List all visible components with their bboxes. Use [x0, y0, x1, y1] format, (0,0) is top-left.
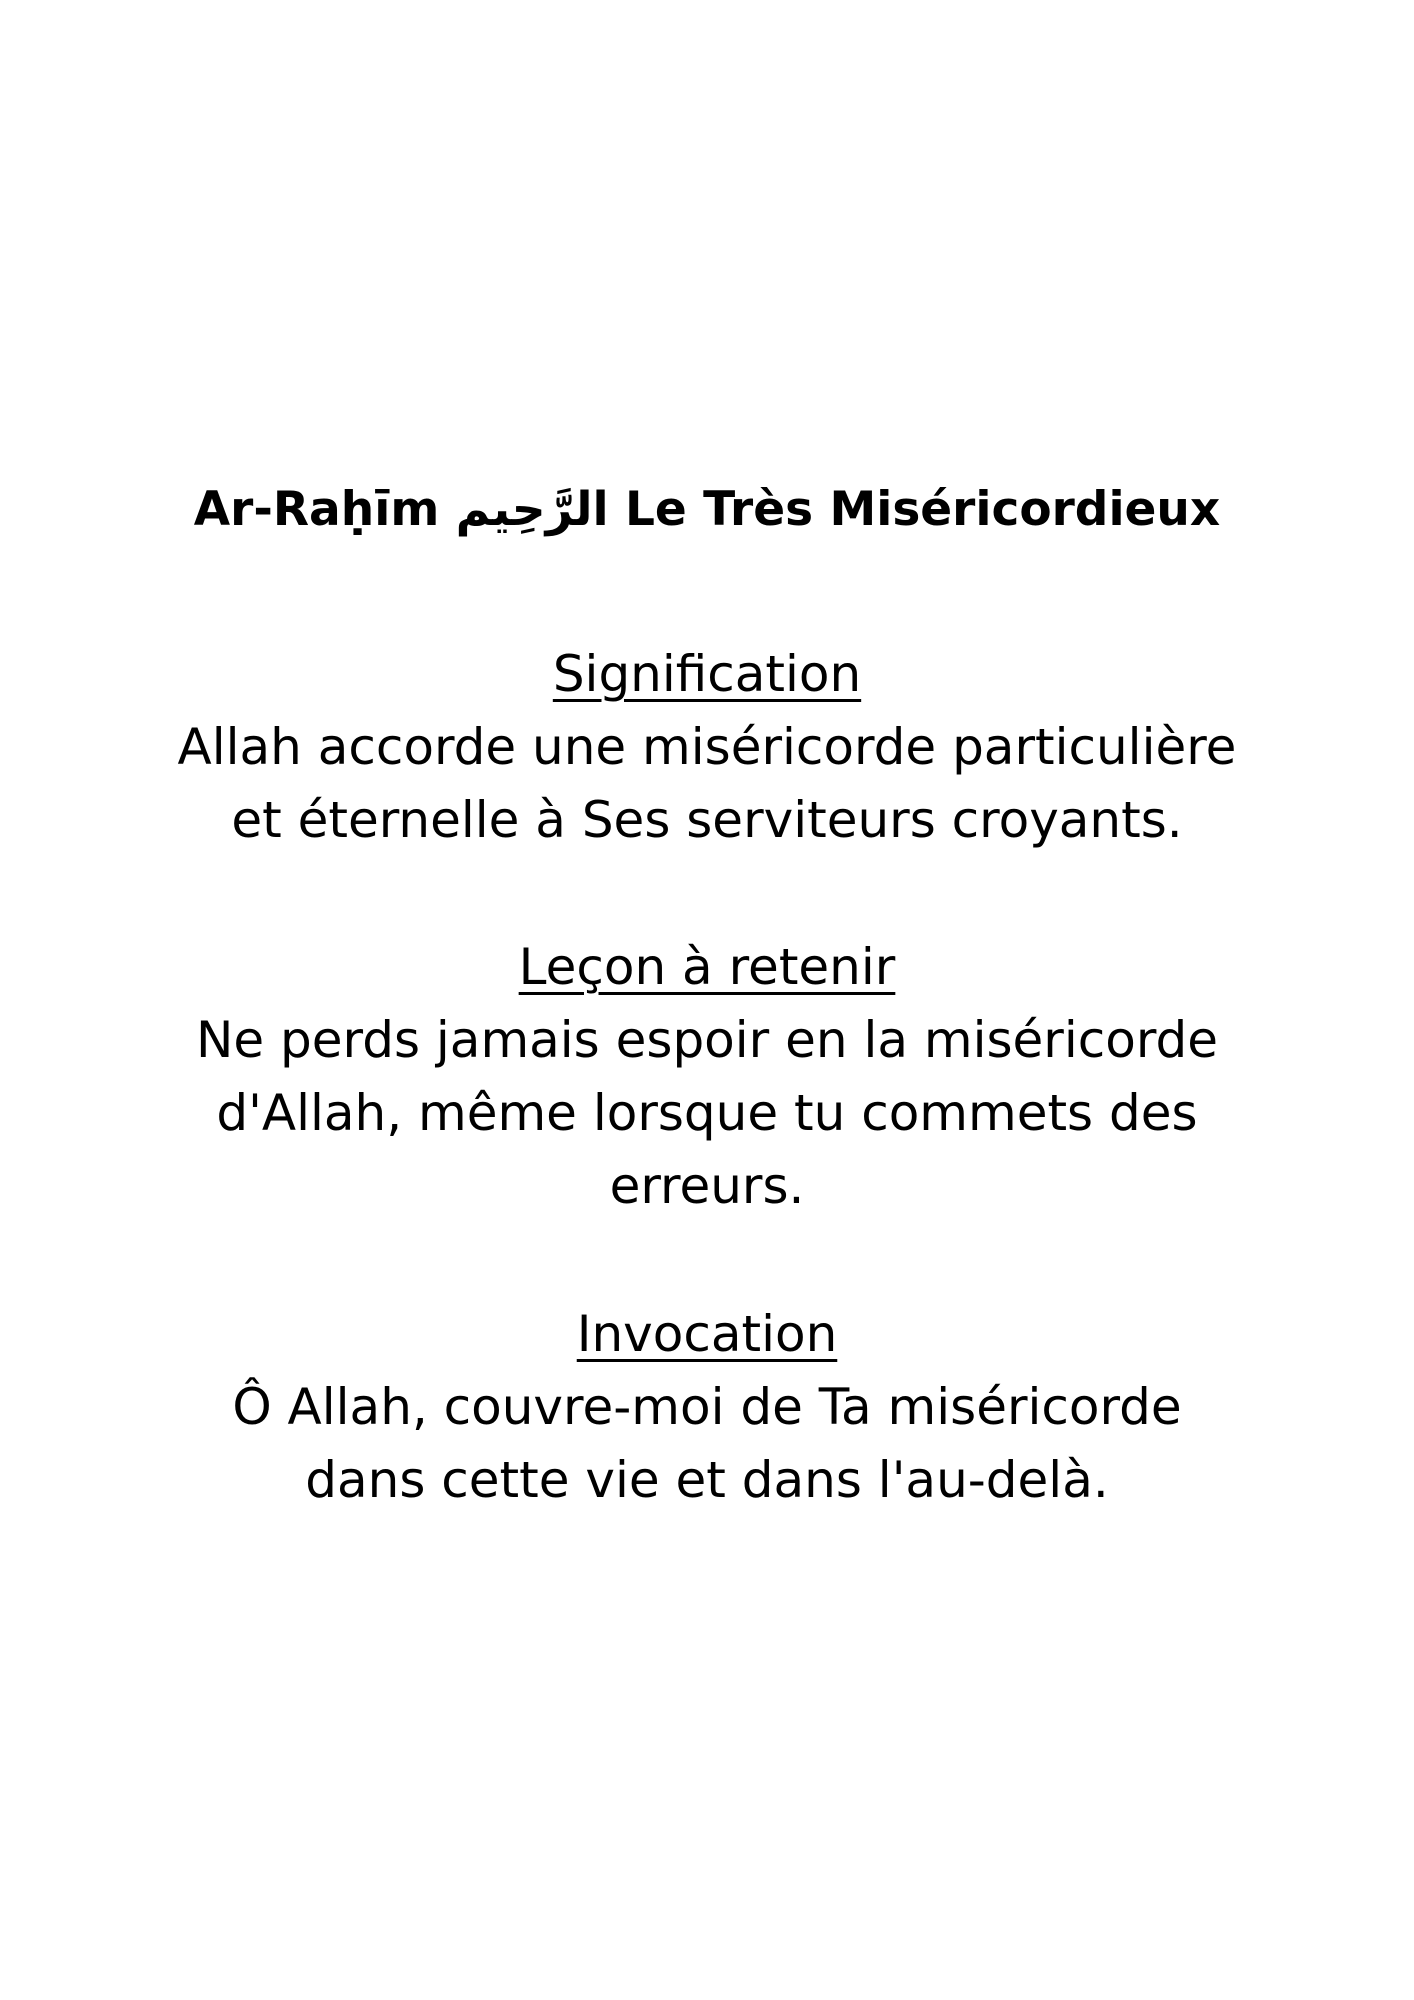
section-heading-signification: Signification	[552, 645, 862, 703]
section-text-line: dans cette vie et dans l'au-delà.	[305, 1451, 1109, 1509]
section-text-line: Ne perds jamais espoir en la miséricorde	[196, 1011, 1218, 1069]
section-heading-invocation: Invocation	[576, 1305, 838, 1363]
title-french: Le Très Miséricordieux	[624, 482, 1221, 537]
section-text-line: et éternelle à Ses serviteurs croyants.	[231, 791, 1183, 849]
section-invocation	[0, 1297, 1414, 1517]
section-text-line: Ô Allah, couvre-moi de Ta miséricorde	[232, 1378, 1182, 1436]
page-title	[0, 478, 1414, 542]
section-lecon	[0, 930, 1414, 1223]
section-text-line: d'Allah, même lorsque tu commets des	[216, 1084, 1198, 1142]
title-transliteration: Ar-Raḥīm	[193, 482, 440, 537]
title-arabic: الرَّحِيم	[455, 482, 609, 537]
section-text-line: erreurs.	[609, 1157, 805, 1215]
section-heading-lecon: Leçon à retenir	[518, 938, 896, 996]
section-text-line: Allah accorde une miséricorde particulière	[177, 718, 1237, 776]
section-signification	[0, 637, 1414, 857]
